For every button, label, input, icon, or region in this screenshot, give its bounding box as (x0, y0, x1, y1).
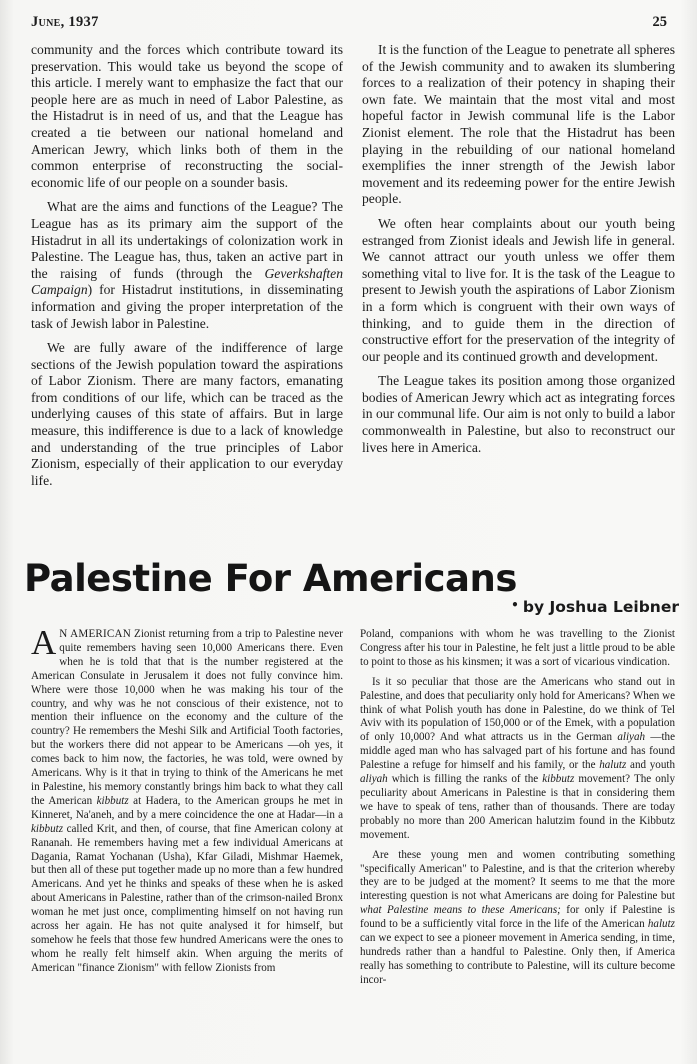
italic-term: kibbutz (96, 794, 129, 807)
text-run: for only if Palestine is found to be a sufficiently vital force in the life of the American (360, 904, 675, 931)
paragraph: We often hear complaints about our youth being estranged from Zionist ideals and Jewish life in general. We cannot attract our youth unless we offer them something vital to live for. It is the task of the League to present to Jewish youth the aspirations of Labor Zionism in a form which is congruent with their own ways of thinking, and to guide them in the direction of constructive effort for the preservation of the integrity of our people and its continued growth and development. (362, 215, 675, 364)
text-run: called Krit, and then, of course, that fine American colony at Rananah. He remembers having met a few individual Americans at Dagania, Ramat Yochanan (Usha), Kfar Giladi, Mishmar Haemek, but then all of these put together made up no more than a few hundred Americans. And yet he thinks and speaks of these when he is asked about Americans in Palestine, rather than of the crimson-nailed Bronx woman he met just once, complimenting himself on not having run across her again. He has not quite analysed it for himself, but somehow he feels that those few hundred Americans were the ones to whom he really felt himself akin. When arguing the merits of American "finance Zionism" with fellow Zionists from (31, 822, 343, 974)
text-run: at Hadera, to the American groups he met in Kinneret, Na'aneh, and by a mere coincidence the one at Hadar—in a (31, 794, 343, 821)
rich-text (31, 623, 344, 974)
previous-article-right-column (362, 42, 675, 464)
text-run: ) for Histadrut institutions, in disseminating information and giving the proper interpretation of the task of Jewish labor in Palestine. (31, 282, 343, 331)
italic-term: halutz (647, 918, 675, 931)
article-left-column (31, 623, 344, 982)
italic-term: kibbutz (31, 822, 64, 835)
text-run: which is filling the ranks of the (387, 773, 543, 786)
paragraph: Poland, companions with whom he was travelling to the Zionist Congress after his tour in Palestine, he felt just a little proud to be able to point to those as his kinsmen; it was a sort of vicarious vindication. (360, 628, 675, 668)
campaign-name: Geverkshaften Campaign (31, 265, 343, 298)
text-run: and youth (626, 759, 675, 772)
text-run: Zionist returning from a trip to Palestine never quite remembers having seen 10,000 Americans there. Even when he is told that that is the number registered at the American Consulate in Jerusalem it does not fully convince him. Where were those 10,000 when he was making his tour of the country, and why was he not conscious of their existence, not to mention their influence on the economy and the culture of the country? He remembers the Meshi Silk and Artificial Tooth factories, but the workers there did not appear to be Americans —oh yes, it comes back to him now, the factories, he was told, were owned by Americans. Why is it that in trying to think of the Americans he met in Palestine, his memory constantly brings him back to what they call the American (31, 628, 344, 807)
italic-term: kibbutz (542, 773, 575, 786)
issue-date: June, 1937 (31, 14, 99, 30)
paragraph: It is the function of the League to penetrate all spheres of the Jewish community and to awaken its slumbering forces to a realization of their potency in shaping their own fate. We maintain that the most vital and most hopeful factor in Jewish communal life is the Labor Zionist element. The role that the Histadrut has been playing in the rebuilding of our national homeland exemplifies the inner strength of the Jewish labor movement and its redeeming power for the entire Jewish people. (362, 42, 675, 207)
paragraph (360, 849, 675, 988)
rich-text (360, 849, 675, 986)
article-right-column (360, 628, 675, 994)
drop-cap: A (31, 623, 57, 662)
text-run: What are the aims and functions of the League? The League has as its primary aim the support of the Histadrut in all its undertakings of colonization work in Palestine. The League has, thus, taken an active part in the raising of funds (through the (31, 199, 343, 281)
lead-in: N AMERICAN (59, 628, 131, 640)
italic-term: what Palestine means to these Americans; (360, 904, 561, 917)
text-run: movement? The only peculiarity about Americans in Palestine is that in considering them we have to speak of tens, rather than of thousands. There are today probably no more than 200 American halutzim found in the Kibbutz movement. (360, 773, 675, 841)
bullet-icon: • (511, 598, 519, 612)
paragraph (31, 199, 343, 332)
rich-text (360, 676, 675, 841)
text-run: Is it so peculiar that those are the Americans who stand out in Palestine, and does that peculiarity only hold for Americans? When we think of what Polish youth has done in Palestine, do we think of Tel Aviv with its population of 150,000 or of the Emek, with a population of only 10,000? And what attracts us in the German (360, 675, 675, 744)
author: by Joshua Leibner (522, 598, 679, 616)
page-header (31, 14, 667, 31)
italic-term: aliyah (360, 773, 388, 786)
italic-term: aliyah (617, 731, 646, 744)
article-title: Palestine For Americans (24, 557, 517, 600)
paragraph: The League takes its position among those organized bodies of American Jewry which act as integrating forces in our communal life. Our aim is not only to build a labor commonwealth in Palestine, but also to reconstruct our lives here in America. (362, 373, 675, 455)
text-run: Are these young men and women contributing something "specifically American" to Palestine, and is that the criterion whereby they are to be judged at the moment? It seems to me that the more interesting question is not what Americans are doing for Palestine but (360, 848, 675, 903)
paragraph (31, 623, 344, 976)
article-byline (511, 598, 679, 616)
text-run: —the middle aged man who has salvaged part of his fortune and has found Palestine a refuge for himself and his family, or the (360, 731, 675, 772)
previous-article-left-column (31, 42, 343, 497)
text-run: can we expect to see a pioneer movement in America sending, in time, hundreds rather than a handful to Palestine. Only then, if America really has something to contribute to Palestine, will its culture become incor- (360, 932, 675, 986)
italic-term: halutz (599, 759, 627, 772)
paragraph: community and the forces which contribute toward its preservation. This would take us beyond the scope of this article. I merely want to emphasize the fact that our people here are as much in need of Labor Palestine, as the Histadrut is in need of us, and that the League has created a tie between our national homeland and American Jewry, which links both of them in the common enterprise of reconstructing the social-economic life of our people on a sounder basis. (31, 42, 343, 190)
paragraph: We are fully aware of the indifference of large sections of the Jewish population toward the aspirations of Labor Zionism. There are many factors, emanating from conditions of our life, which can be traced as the underlying causes of this state of affairs. But in large measure, this indifference is due to a lack of knowledge and understanding of the true principles of Labor Zionism, especially of their application to our everyday life. (31, 340, 343, 488)
page-number: 25 (652, 14, 667, 30)
paragraph (360, 676, 675, 843)
